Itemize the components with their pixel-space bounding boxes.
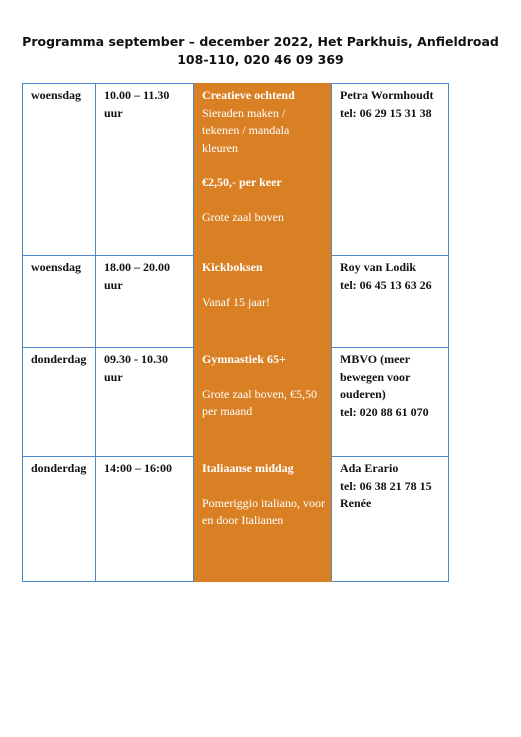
time-cell: 18.00 – 20.00 uur: [96, 256, 194, 348]
day-cell: woensdag: [23, 84, 96, 256]
table-row: [23, 457, 449, 582]
activity-cell: [194, 256, 332, 348]
contact-phone: tel: 020 88 61 070: [340, 404, 429, 419]
day-cell: woensdag: [23, 256, 96, 348]
activity-cell: [194, 348, 332, 457]
table-row: [23, 84, 449, 256]
contact-cell: [332, 457, 449, 582]
contact-phone: tel: 06 45 13 63 26: [340, 277, 432, 292]
contact-cell: [332, 348, 449, 457]
contact-phone: tel: 06 38 21 78 15: [340, 478, 432, 493]
contact-name: Ada Erario: [340, 461, 399, 475]
activity-name: Italiaanse middag: [202, 461, 294, 475]
activity-name: Creatieve ochtend: [202, 88, 295, 102]
activity-description: Vanaf 15 jaar!: [202, 294, 270, 309]
activity-description: Pomeriggio italiano, voor en door Italianen: [202, 495, 325, 527]
contact-cell: [332, 84, 449, 256]
day-cell: donderdag: [23, 348, 96, 457]
contact-cell: [332, 256, 449, 348]
page-title: [0, 33, 521, 69]
contact-name: MBVO (meer bewegen voor ouderen): [340, 352, 411, 401]
activity-location: Grote zaal boven: [202, 209, 284, 224]
activity-cell: [194, 84, 332, 256]
schedule-table: [22, 83, 449, 582]
contact-name: Roy van Lodik: [340, 260, 417, 274]
activity-name: Gymnastiek 65+: [202, 352, 286, 366]
activity-description: Grote zaal boven, €5,50 per maand: [202, 386, 317, 418]
time-cell: 14:00 – 16:00: [96, 457, 194, 582]
title-line-2: 108-110, 020 46 09 369: [177, 52, 344, 67]
time-cell: 09.30 - 10.30 uur: [96, 348, 194, 457]
contact-extra: Renée: [340, 496, 372, 510]
table-row: [23, 256, 449, 348]
contact-name: Petra Wormhoudt: [340, 88, 434, 102]
day-cell: donderdag: [23, 457, 96, 582]
title-line-1: Programma september – december 2022, Het Parkhuis, Anfieldroad: [22, 34, 499, 49]
time-cell: 10.00 – 11.30 uur: [96, 84, 194, 256]
activity-description: Sieraden maken / tekenen / mandala kleuren: [202, 105, 290, 155]
activity-price: €2,50,- per keer: [202, 175, 282, 189]
activity-name: Kickboksen: [202, 260, 263, 274]
activity-cell: [194, 457, 332, 582]
table-row: [23, 348, 449, 457]
contact-phone: tel: 06 29 15 31 38: [340, 105, 432, 120]
